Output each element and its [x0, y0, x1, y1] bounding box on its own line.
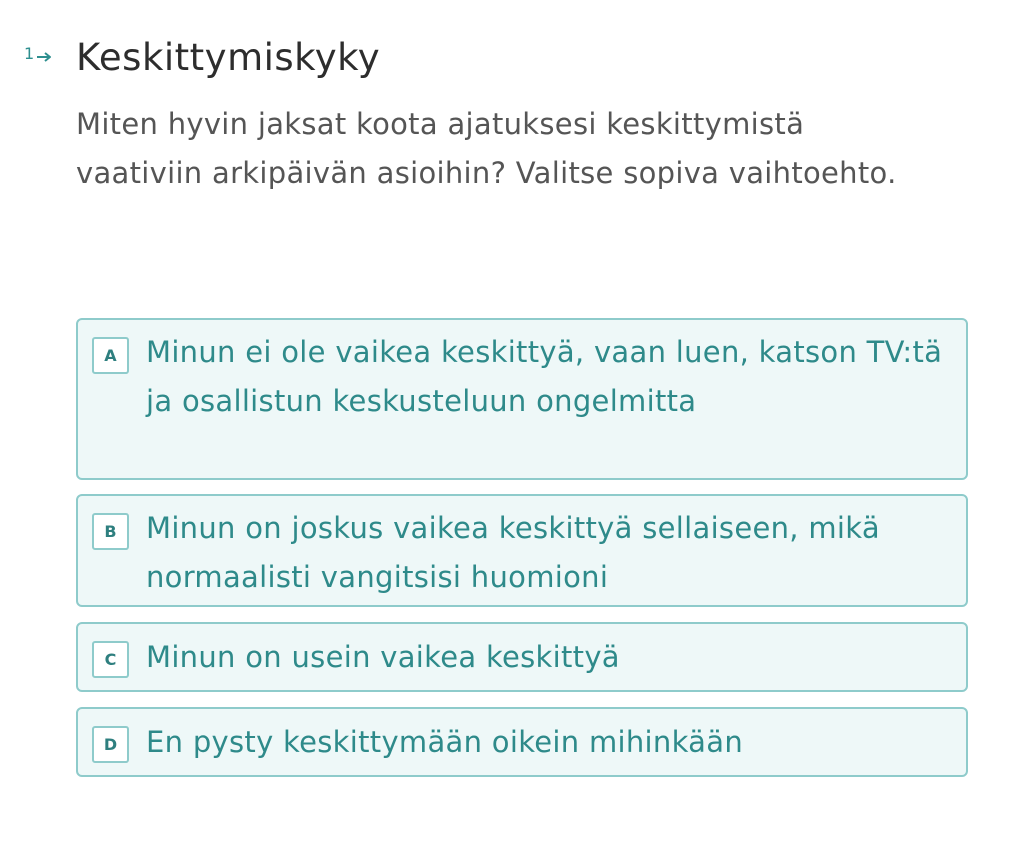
option-d[interactable]	[76, 707, 968, 777]
option-key-b: B	[92, 513, 129, 550]
answer-options	[76, 318, 968, 777]
option-key-d: D	[92, 726, 129, 763]
question-number-text: 1	[24, 44, 35, 63]
option-b[interactable]	[76, 494, 968, 607]
option-label-a: Minun ei ole vaikea keskittyä, vaan luen, katson TV:tä ja osallistun keskusteluun ongelmitta	[146, 335, 943, 418]
option-label-d: En pysty keskittymään oikein mihinkään	[146, 725, 743, 759]
arrow-right-icon	[36, 48, 52, 60]
option-key-a: A	[92, 337, 129, 374]
option-label-c: Minun on usein vaikea keskittyä	[146, 640, 620, 674]
question-number	[24, 44, 52, 64]
question-description: Miten hyvin jaksat koota ajatuksesi keskittymistä vaativiin arkipäivän asioihin? Valitse sopiva vaihtoehto.	[76, 107, 897, 190]
option-key-c: C	[92, 641, 129, 678]
option-c[interactable]	[76, 622, 968, 692]
option-a[interactable]	[76, 318, 968, 480]
option-label-b: Minun on joskus vaikea keskittyä sellaiseen, mikä normaalisti vangitsisi huomioni	[146, 511, 880, 594]
question-title: Keskittymiskyky	[76, 36, 381, 79]
